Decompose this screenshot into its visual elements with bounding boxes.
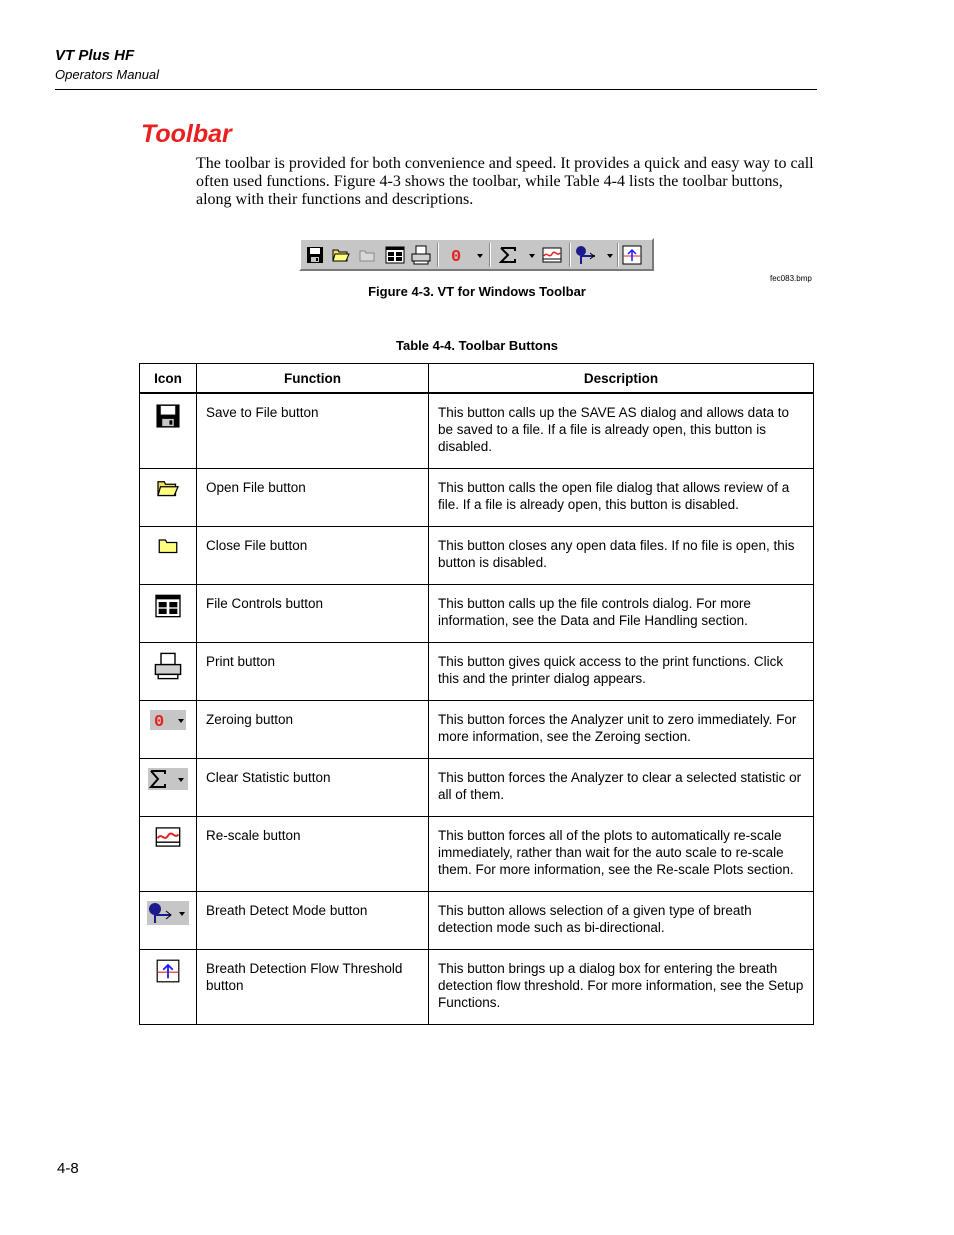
- svg-text:0: 0: [451, 248, 462, 264]
- save-icon: [155, 403, 181, 429]
- table-row: [140, 700, 814, 758]
- close-folder-icon: [356, 245, 378, 265]
- header-title: VT Plus HF: [55, 47, 135, 64]
- description-cell: This button closes any open data files. If no file is open, this button is disabled.: [429, 526, 814, 584]
- table-row: [140, 642, 814, 700]
- sigma-icon: [497, 245, 519, 265]
- table-row: [140, 584, 814, 642]
- function-cell: Close File button: [197, 526, 429, 584]
- figure-file-label: fec083.bmp: [770, 274, 812, 283]
- zero-icon: [445, 245, 467, 265]
- intro-paragraph: The toolbar is provided for both convenience and speed. It provides a quick and easy way to call often used functions. Figure 4-3 shows the toolbar, while Table 4-4 lists the toolbar buttons, along with their functions and descriptions.: [196, 155, 814, 208]
- breath-detect-icon: [575, 245, 597, 265]
- header-subtitle: Operators Manual: [55, 67, 160, 82]
- toolbar-separator: [617, 243, 619, 267]
- print-icon: [154, 652, 182, 680]
- header-function: Function: [197, 364, 429, 394]
- breath-detect-icon: [147, 901, 189, 925]
- save-icon: [304, 245, 326, 265]
- toolbar-separator: [569, 243, 571, 267]
- toolbar-separator: [489, 243, 491, 267]
- close-folder-icon: [158, 536, 178, 554]
- function-cell: Clear Statistic button: [197, 758, 429, 816]
- description-cell: This button gives quick access to the print functions. Click this and the printer dialog appears.: [429, 642, 814, 700]
- header-rule: [55, 89, 817, 90]
- rescale-icon: [541, 245, 563, 265]
- open-folder-icon: [156, 478, 180, 498]
- function-cell: File Controls button: [197, 584, 429, 642]
- file-controls-icon: [154, 594, 182, 618]
- print-icon: [410, 245, 432, 265]
- table-row: [140, 891, 814, 949]
- sigma-icon: [148, 768, 188, 790]
- description-cell: This button forces the Analyzer to clear a selected statistic or all of them.: [429, 758, 814, 816]
- function-cell: Breath Detection Flow Threshold button: [197, 949, 429, 1024]
- table-row: [140, 949, 814, 1024]
- header-icon: Icon: [140, 364, 197, 394]
- rescale-icon: [155, 826, 181, 848]
- svg-text:0: 0: [154, 712, 165, 730]
- description-cell: This button forces the Analyzer unit to zero immediately. For more information, see the Zeroing section.: [429, 700, 814, 758]
- zero-icon: [150, 710, 186, 730]
- description-cell: This button allows selection of a given type of breath detection mode such as bi-directional.: [429, 891, 814, 949]
- function-cell: Open File button: [197, 468, 429, 526]
- flow-threshold-icon: [156, 959, 180, 983]
- function-cell: Breath Detect Mode button: [197, 891, 429, 949]
- description-cell: This button calls the open file dialog that allows review of a file. If a file is already open, this button is disabled.: [429, 468, 814, 526]
- table-row: [140, 816, 814, 891]
- flow-threshold-icon: [621, 245, 643, 265]
- table-caption: Table 4-4. Toolbar Buttons: [395, 338, 559, 353]
- description-cell: This button brings up a dialog box for entering the breath detection flow threshold. For more information, see the Setup Functions.: [429, 949, 814, 1024]
- function-cell: Re-scale button: [197, 816, 429, 891]
- figure-caption: Figure 4-3. VT for Windows Toolbar: [368, 284, 586, 299]
- description-cell: This button calls up the SAVE AS dialog and allows data to be saved to a file. If a file is already open, this button is disabled.: [429, 393, 814, 468]
- table-row: [140, 393, 814, 468]
- function-cell: Zeroing button: [197, 700, 429, 758]
- chevron-down-icon: [477, 254, 483, 258]
- description-cell: This button forces all of the plots to automatically re-scale immediately, rather than wait for the auto scale to re-scale them. For more information, see the Re-scale Plots section.: [429, 816, 814, 891]
- function-cell: Save to File button: [197, 393, 429, 468]
- page-number: 4-8: [57, 1160, 79, 1177]
- toolbar-buttons-table: [139, 363, 814, 1025]
- toolbar-figure: [299, 238, 654, 271]
- chevron-down-icon: [529, 254, 535, 258]
- open-folder-icon: [330, 245, 352, 265]
- chevron-down-icon: [607, 254, 613, 258]
- description-cell: This button calls up the file controls dialog. For more information, see the Data and File Handling section.: [429, 584, 814, 642]
- section-title: Toolbar: [141, 120, 232, 148]
- table-row: [140, 526, 814, 584]
- file-controls-icon: [384, 245, 406, 265]
- function-cell: Print button: [197, 642, 429, 700]
- toolbar-separator: [437, 243, 439, 267]
- table-row: [140, 758, 814, 816]
- table-header-row: [140, 364, 814, 394]
- table-row: [140, 468, 814, 526]
- header-description: Description: [429, 364, 814, 394]
